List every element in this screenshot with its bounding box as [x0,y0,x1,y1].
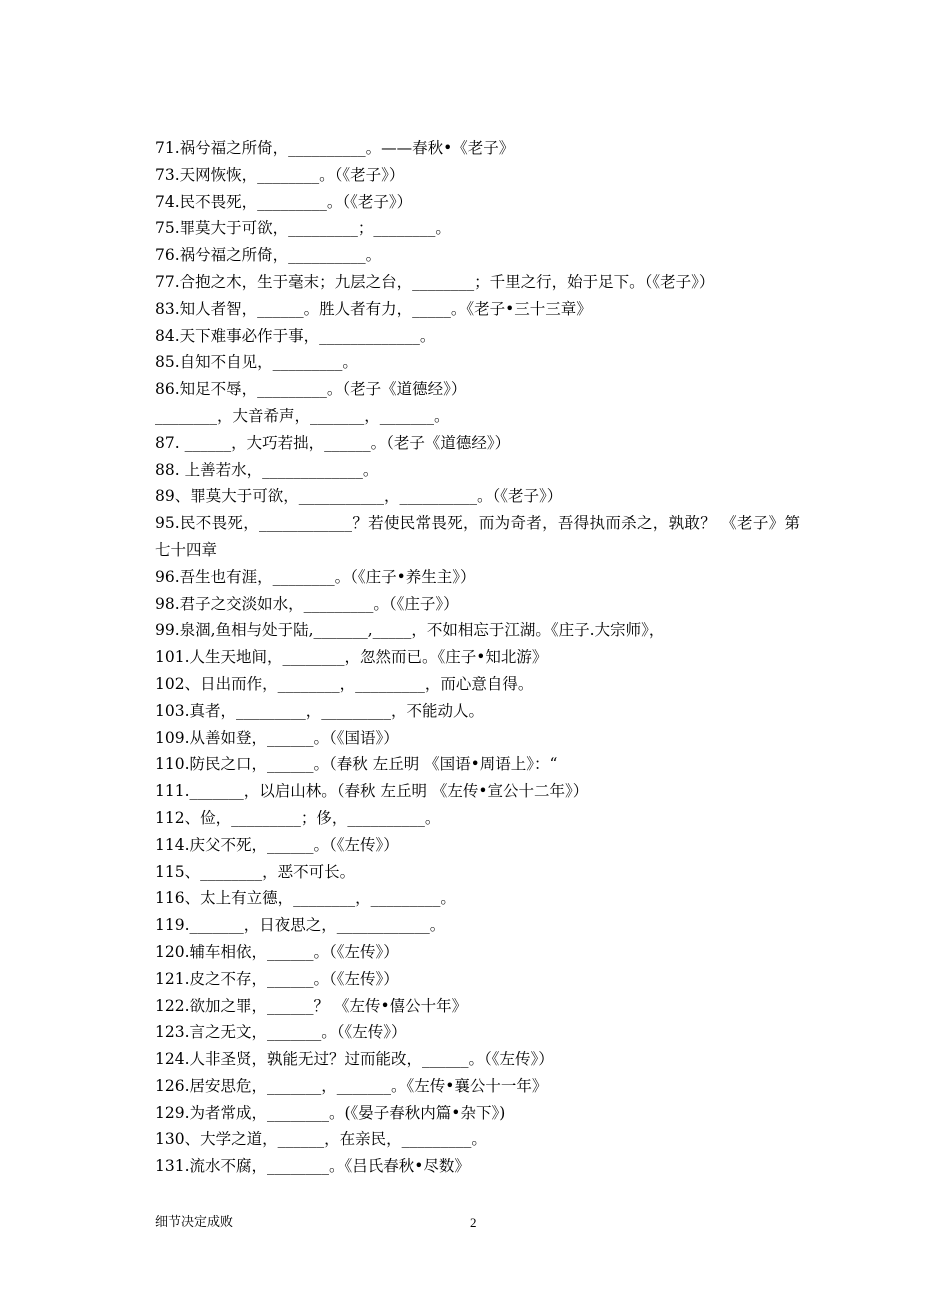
quote-line-96: 96.吾生也有涯，________。（《庄子•养生主》） [155,567,476,586]
quote-line-77: 77.合抱之木，生于毫末；九层之台，________；千里之行，始于足下。（《老子》） [155,272,715,291]
quote-line-120: 120.辅车相依，______。（《左传》） [155,942,399,961]
quote-line-103: 103.真者，_________，_________，不能动人。 [155,701,485,720]
page-number: 2 [470,1215,477,1230]
quote-list [155,135,800,1180]
quote-line-130: 130、大学之道，______，在亲民，_________。 [155,1130,487,1149]
quote-line-83: 83.知人者智，______。胜人者有力，_____。《老子•三十三章》 [155,299,592,318]
quote-line-124: 124.人非圣贤，孰能无过？过而能改，______。（《左传》） [155,1050,554,1069]
quote-line-102: 102、日出而作，________，_________，而心意自得。 [155,674,534,693]
quote-line-111: 111._______，以启山林。（春秋 左丘明 《左传•宣公十二年》） [155,782,589,801]
quote-line-89: 89、罪莫大于可欲，___________，__________。（《老子》） [155,487,563,506]
footer-motto: 细节决定成败 [155,1215,234,1230]
quote-line-119: 119._______，日夜思之，____________。 [155,916,446,935]
quote-line-115: 115、________，恶不可长。 [155,862,356,881]
quote-line-110: 110.防民之口，______。（春秋 左丘明 《国语•周语上》：“ [155,755,558,774]
quote-line-74: 74.民不畏死，_________。（《老子》） [155,192,413,211]
quote-line-73: 73.天网恢恢，________。（《老子》） [155,165,405,184]
quote-line-99: 99.泉涸,鱼相与处于陆,_______,_____，不如相忘于江湖。《庄子.大宗师》， [155,621,665,640]
quote-line-86: 86.知足不辱，_________。（老子《道德经》） [155,380,467,399]
quote-line-95: 95.民不畏死，____________？若使民常畏死，而为奇者，吾得执而杀之，孰敢？ 《老子》第七十四章 [155,514,800,559]
quote-line-88: 88. 上善若水，_____________。 [155,460,379,479]
quote-line-86-continued: ________，大音希声，_______，_______。 [155,406,450,425]
quote-line-84: 84.天下难事必作于事，_____________。 [155,326,436,345]
quote-line-75: 75.罪莫大于可欲，_________；________。 [155,219,451,238]
quote-line-122: 122.欲加之罪，______？ 《左传•僖公十年》 [155,996,468,1015]
quote-line-71: 71.祸兮福之所倚，__________。——春秋•《老子》 [155,139,515,157]
quote-line-76: 76.祸兮福之所倚，__________。 [155,246,382,265]
quote-line-126: 126.居安思危，_______，_______。《左传•襄公十一年》 [155,1076,548,1095]
quote-line-123: 123.言之无文，_______。（《左传》） [155,1023,407,1042]
quote-line-116: 116、太上有立德，________，_________。 [155,889,456,908]
quote-line-129: 129.为者常成，________。(《晏子春秋内篇•杂下》) [155,1103,506,1122]
quote-line-101: 101.人生天地间，________，忽然而已。《庄子•知北游》 [155,648,548,667]
quote-line-98: 98.君子之交淡如水，_________。（《庄子》） [155,594,459,613]
quote-line-87: 87. ______，大巧若拙，______。（老子《道德经》） [155,433,511,452]
quote-line-121: 121.皮之不存，______。（《左传》） [155,969,399,988]
quote-line-114: 114.庆父不死，______。（《左传》） [155,835,399,854]
quote-line-112: 112、俭，_________；侈，__________。 [155,808,441,827]
quote-line-131: 131.流水不腐，________。《吕氏春秋•尽数》 [155,1157,470,1176]
quote-line-85: 85.自知不自见，_________。 [155,353,358,372]
quote-line-109: 109.从善如登，______。（《国语》） [155,728,399,747]
